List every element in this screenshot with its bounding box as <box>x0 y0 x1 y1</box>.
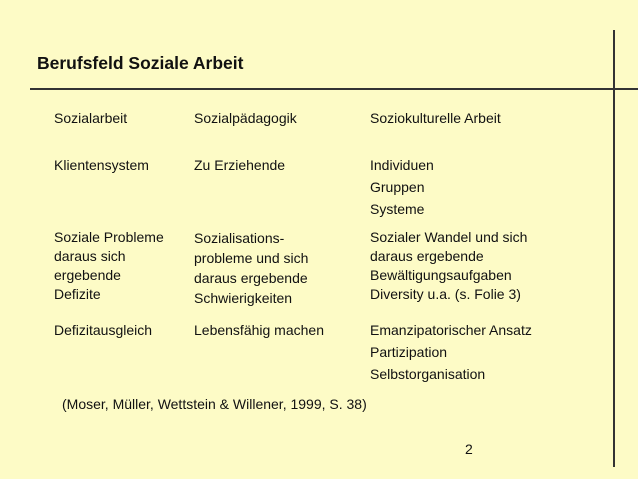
row2-col2-line: Schwierigkeiten <box>194 290 293 306</box>
row1-col1 <box>54 154 149 176</box>
citation: (Moser, Müller, Wettstein & Willener, 1999, S. 38) <box>62 396 367 412</box>
row3-col2-line: Lebensfähig machen <box>194 322 324 338</box>
row2-col3-line: Bewältigungsaufgaben <box>370 267 512 283</box>
row3-col3 <box>370 319 532 385</box>
row1-col3-line: Gruppen <box>370 179 425 195</box>
row1-col3-line: Individuen <box>370 157 434 173</box>
row2-col2-line: Sozialisations- <box>194 230 285 246</box>
header-soziokulturelle-arbeit: Soziokulturelle Arbeit <box>370 110 501 126</box>
row3-col3-line: Selbstorganisation <box>370 366 486 382</box>
horizontal-rule <box>30 88 638 90</box>
page-number: 2 <box>465 441 473 457</box>
row2-col2-line: daraus ergebende <box>194 270 308 286</box>
row1-col2-line: Zu Erziehende <box>194 157 286 173</box>
row2-col1-line: Soziale Probleme <box>54 229 164 245</box>
row3-col3-line: Partizipation <box>370 344 448 360</box>
header-sozialarbeit: Sozialarbeit <box>54 110 128 126</box>
row2-col1-line: ergebende <box>54 267 121 283</box>
row2-col3-line: daraus ergebende <box>370 248 484 264</box>
row2-col1 <box>54 228 164 304</box>
row2-col2-line: probleme und sich <box>194 250 309 266</box>
row1-col3 <box>370 154 434 220</box>
row3-col3-line: Emanzipatorischer Ansatz <box>370 322 532 338</box>
row1-col3-line: Systeme <box>370 201 425 217</box>
row1-col1-line: Klientensystem <box>54 157 149 173</box>
row2-col3 <box>370 228 527 304</box>
vertical-rule <box>613 30 615 467</box>
row2-col3-line: Diversity u.a. (s. Folie 3) <box>370 286 521 302</box>
row2-col1-line: Defizite <box>54 286 101 302</box>
row3-col2 <box>194 319 324 341</box>
row3-col1 <box>54 319 152 341</box>
row2-col2 <box>194 228 308 308</box>
row2-col1-line: daraus sich <box>54 248 126 264</box>
row1-col2 <box>194 154 285 176</box>
header-sozialpaedagogik: Sozialpädagogik <box>194 110 297 126</box>
row3-col1-line: Defizitausgleich <box>54 322 153 338</box>
slide-title: Berufsfeld Soziale Arbeit <box>37 53 244 73</box>
row2-col3-line: Sozialer Wandel und sich <box>370 229 528 245</box>
